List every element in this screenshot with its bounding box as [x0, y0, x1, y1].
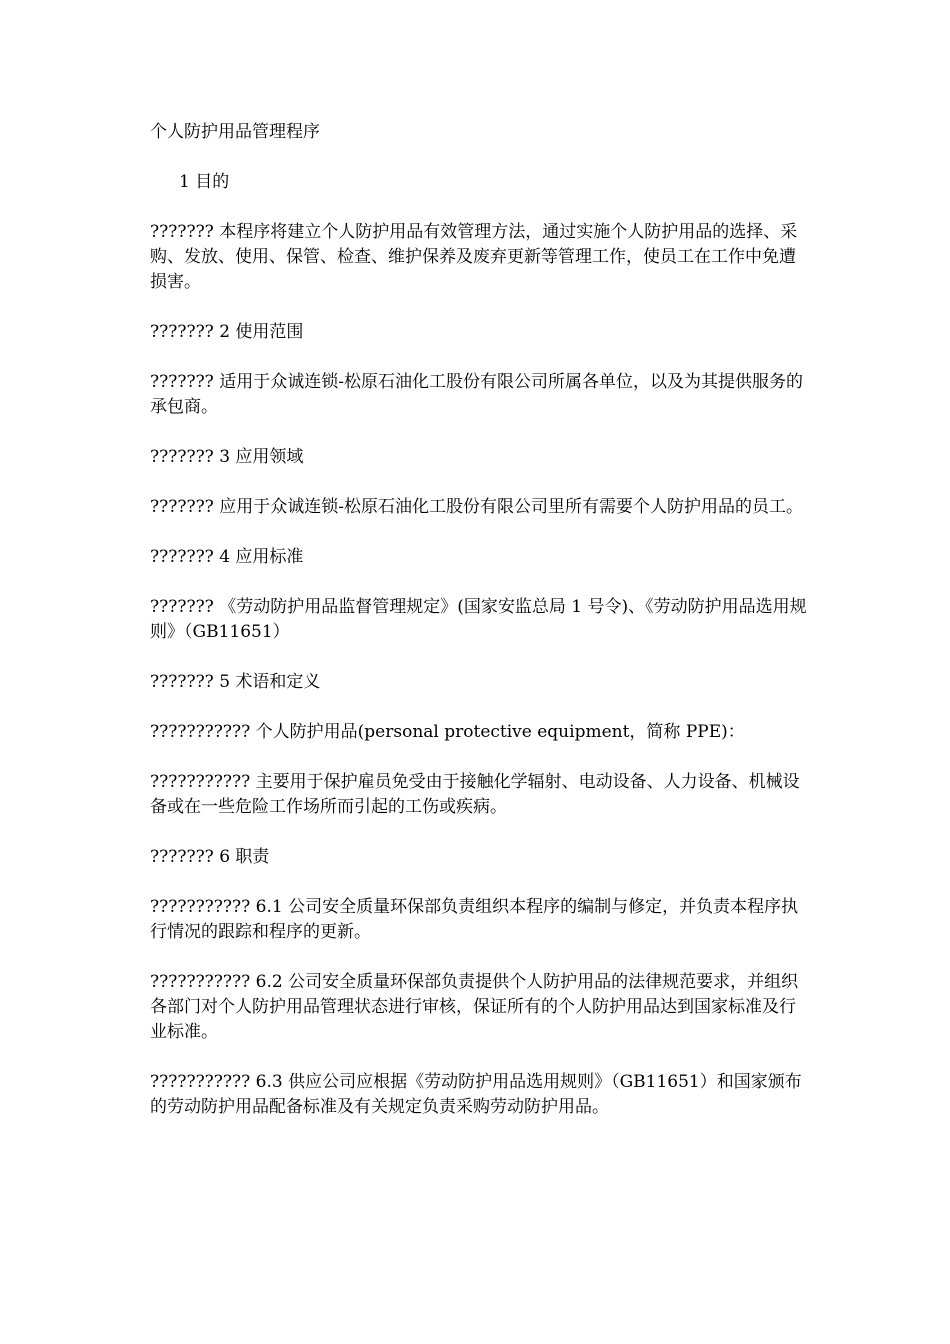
paragraph-application-body: ??????? 应用于众诚连锁-松原石油化工股份有限公司里所有需要个人防护用品的员工。 [150, 497, 803, 517]
paragraph-responsibility-6-2: ??????????? 6.2 公司安全质量环保部负责提供个人防护用品的法律规范要求，并组织各部门对个人防护用品管理状态进行审核，保证所有的个人防护用品达到国家标准及行业标准。 [150, 972, 799, 1042]
paragraph-purpose-body: ??????? 本程序将建立个人防护用品有效管理方法，通过实施个人防护用品的选择、采购、发放、使用、保管、检查、维护保养及废弃更新等管理工作，使员工在工作中免遭损害。 [150, 222, 798, 292]
document-title: 个人防护用品管理程序 [150, 122, 320, 142]
section-heading-responsibilities: ??????? 6 职责 [150, 847, 270, 867]
paragraph-definition-term: ??????????? 个人防护用品(personal protective equipment，简称 PPE)： [150, 722, 745, 742]
document-page [150, 120, 810, 1145]
section-heading-purpose: 1 目的 [179, 172, 230, 192]
paragraph-definition-body: ??????????? 主要用于保护雇员免受由于接触化学辐射、电动设备、人力设备、机械设备或在一些危险工作场所而引起的工伤或疾病。 [150, 772, 800, 817]
section-heading-application: ??????? 3 应用领域 [150, 447, 304, 467]
section-heading-definitions: ??????? 5 术语和定义 [150, 672, 321, 692]
paragraph-responsibility-6-1: ??????????? 6.1 公司安全质量环保部负责组织本程序的编制与修定，并负责本程序执行情况的跟踪和程序的更新。 [150, 897, 799, 942]
paragraph-responsibility-6-3: ??????????? 6.3 供应公司应根据《劳动防护用品选用规则》（GB11651）和国家颁布的劳动防护用品配备标准及有关规定负责采购劳动防护用品。 [150, 1072, 802, 1117]
section-heading-scope: ??????? 2 使用范围 [150, 322, 304, 342]
paragraph-scope-body: ??????? 适用于众诚连锁-松原石油化工股份有限公司所属各单位，以及为其提供服务的承包商。 [150, 372, 803, 417]
paragraph-standards-body: ??????? 《劳动防护用品监督管理规定》(国家安监总局 1 号令)、《劳动防护用品选用规则》（GB11651） [150, 597, 807, 642]
section-heading-standards: ??????? 4 应用标准 [150, 547, 304, 567]
